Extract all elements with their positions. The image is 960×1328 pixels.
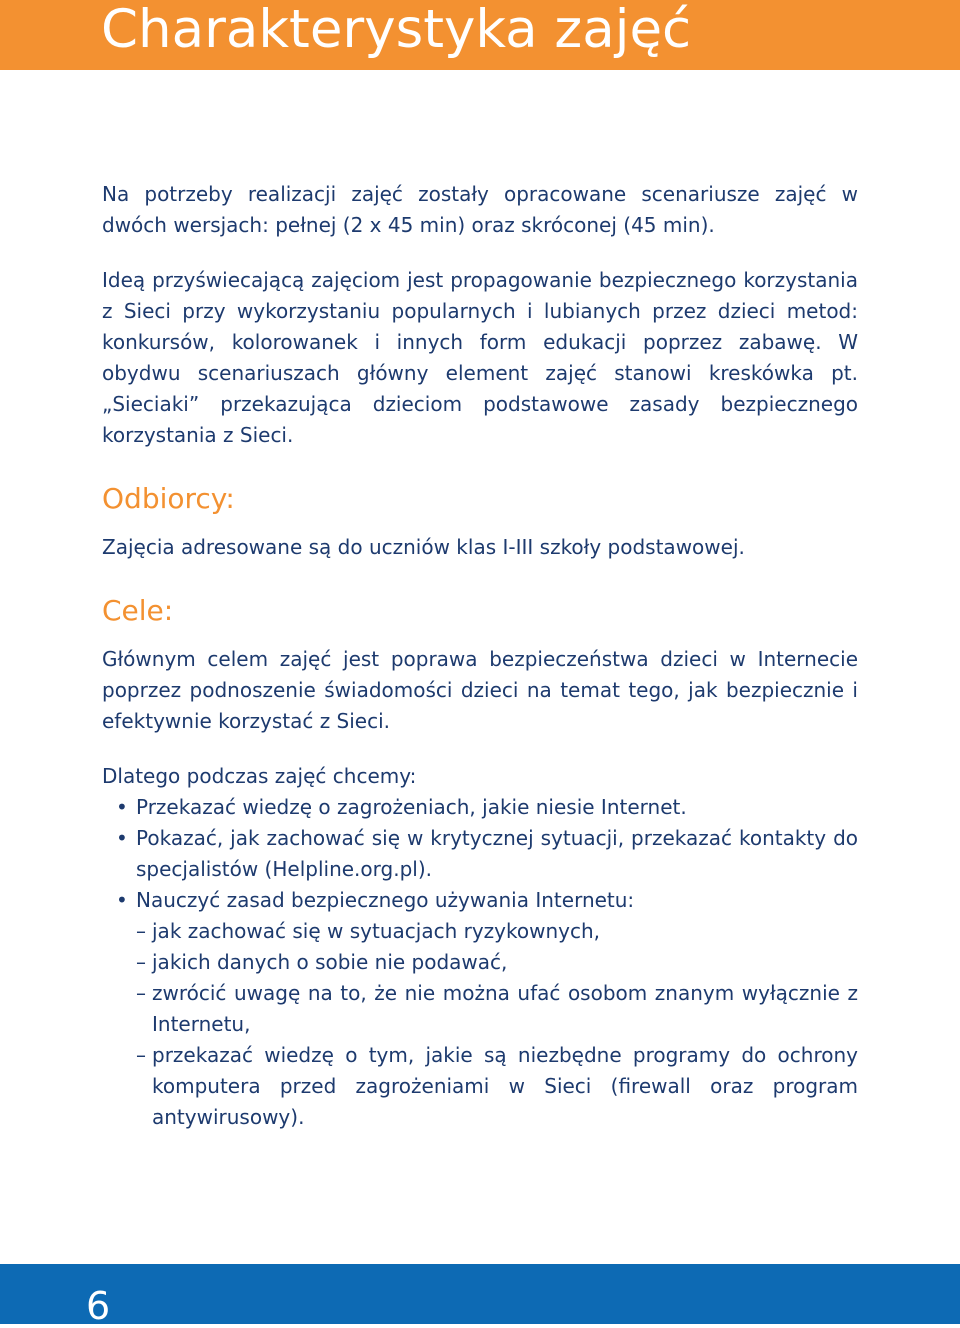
cele-text: Głównym celem zajęć jest poprawa bezpieczeństwa dzieci w Internecie poprzez podnoszenie świadomości dzieci na temat tego, jak bezpiecznie i efektywnie korzystać z Sieci. [102, 647, 858, 733]
rules-sublist-item [136, 947, 858, 978]
goals-list-item [102, 823, 858, 885]
rules-sublist [136, 916, 858, 1133]
rules-sublist-item [136, 978, 858, 1040]
dash-icon: – [136, 981, 146, 1005]
page-title: Charakterystyka zajęć [101, 0, 692, 60]
odbiorcy-heading: Odbiorcy: [102, 482, 235, 515]
page-content [102, 179, 858, 1133]
goals-list-item-text: Przekazać wiedzę o zagrożeniach, jakie niesie Internet. [136, 795, 687, 819]
intro-paragraph-2: Ideą przyświecającą zajęciom jest propagowanie bezpiecznego korzystania z Sieci przy wykorzystaniu popularnych i lubianych przez dzieci metod: konkursów, kolorowanek i innych form edukacji poprzez zabawę. W obydwu scenariuszach główny element zajęć stanowi kreskówka pt. „Sieciaki” przekazująca dzieciom podstawowe zasady bezpiecznego korzystania z Sieci. [102, 268, 858, 447]
footer-band [0, 1264, 960, 1324]
rules-sublist-item [136, 916, 858, 947]
rules-sublist-item-text: jakich danych o sobie nie podawać, [152, 950, 508, 974]
bullet-icon: • [116, 795, 128, 819]
cele-heading: Cele: [102, 594, 174, 627]
odbiorcy-text: Zajęcia adresowane są do uczniów klas I-III szkoły podstawowej. [102, 535, 745, 559]
intro-paragraph-1: Na potrzeby realizacji zajęć zostały opracowane scenariusze zajęć w dwóch wersjach: pełnej (2 x 45 min) oraz skróconej (45 min). [102, 182, 858, 237]
bullet-icon: • [116, 826, 128, 850]
goals-list-item-text: Nauczyć zasad bezpiecznego używania Internetu: [136, 888, 635, 912]
dash-icon: – [136, 950, 146, 974]
goals-list [102, 792, 858, 1133]
rules-sublist-item-text: przekazać wiedzę o tym, jakie są niezbędne programy do ochrony komputera przed zagrożeniami w Sieci (firewall oraz program antywirusowy). [152, 1043, 858, 1129]
bullet-icon: • [116, 888, 128, 912]
goals-list-item-text: Pokazać, jak zachować się w krytycznej sytuacji, przekazać kontakty do specjalistów (Helpline.org.pl). [136, 826, 858, 881]
rules-sublist-item [136, 1040, 858, 1133]
goals-list-item [102, 792, 858, 823]
rules-sublist-item-text: jak zachować się w sytuacjach ryzykownych, [152, 919, 600, 943]
rules-sublist-item-text: zwrócić uwagę na to, że nie można ufać osobom znanym wyłącznie z Internetu, [152, 981, 858, 1036]
cele-lead: Dlatego podczas zajęć chcemy: [102, 764, 417, 788]
dash-icon: – [136, 919, 146, 943]
goals-list-item [102, 885, 858, 1133]
page-number: 6 [86, 1284, 111, 1328]
dash-icon: – [136, 1043, 146, 1067]
